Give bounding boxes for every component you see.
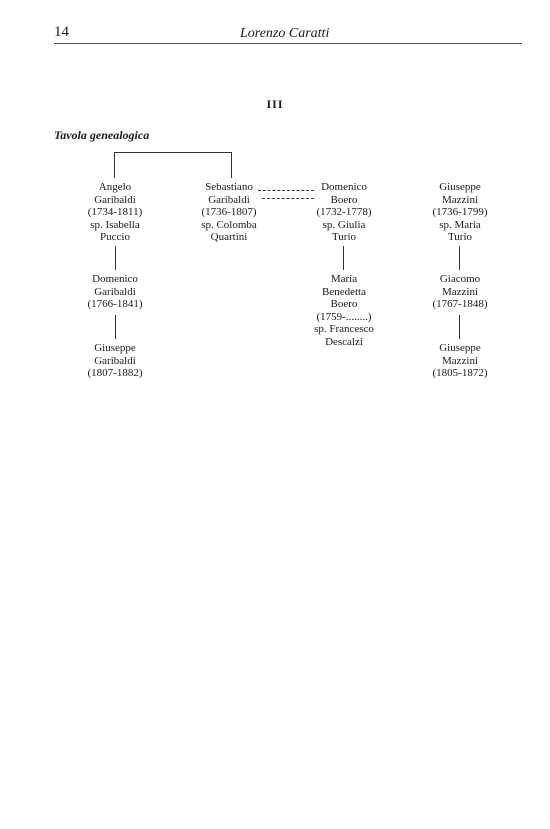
bracket-left-drop: [114, 152, 115, 178]
node-giuseppe-mazzini: Giuseppe Mazzini (1805-1872): [432, 342, 488, 380]
descent-line-boero: [343, 246, 344, 270]
descent-line-angelo: [115, 246, 116, 270]
page-number: 14: [54, 24, 69, 40]
marriage-link-top: [258, 190, 314, 191]
descent-line-mazzini-elder: [459, 246, 460, 270]
node-domenico-garibaldi: Domenico Garibaldi (1766-1841): [87, 273, 143, 311]
node-maria-benedetta-boero: Maria Benedetta Boero (1759-........) sp. Francesco Descalzi: [314, 273, 374, 348]
node-giuseppe-mazzini-elder: Giuseppe Mazzini (1736-1799) sp. Maria Turio: [432, 181, 488, 244]
section-numeral: III: [266, 97, 284, 111]
descent-line-giacomo: [459, 315, 460, 339]
node-giacomo-mazzini: Giacomo Mazzini (1767-1848): [432, 273, 488, 311]
descent-line-domenico-garibaldi: [115, 315, 116, 339]
header-rule: [54, 43, 522, 44]
sibling-bracket-top: [114, 152, 231, 153]
marriage-link-bottom: [262, 198, 314, 199]
node-domenico-boero: Domenico Boero (1732-1778) sp. Giulia Turio: [316, 181, 372, 244]
node-giuseppe-garibaldi: Giuseppe Garibaldi (1807-1882): [87, 342, 143, 380]
node-angelo-garibaldi: Angelo Garibaldi (1734-1811) sp. Isabella Puccio: [87, 181, 143, 244]
table-title: Tavola genealogica: [54, 128, 150, 142]
running-head: Lorenzo Caratti: [240, 26, 330, 41]
bracket-right-drop: [231, 152, 232, 178]
node-sebastiano-garibaldi: Sebastiano Garibaldi (1736-1807) sp. Colomba Quartini: [201, 181, 257, 244]
